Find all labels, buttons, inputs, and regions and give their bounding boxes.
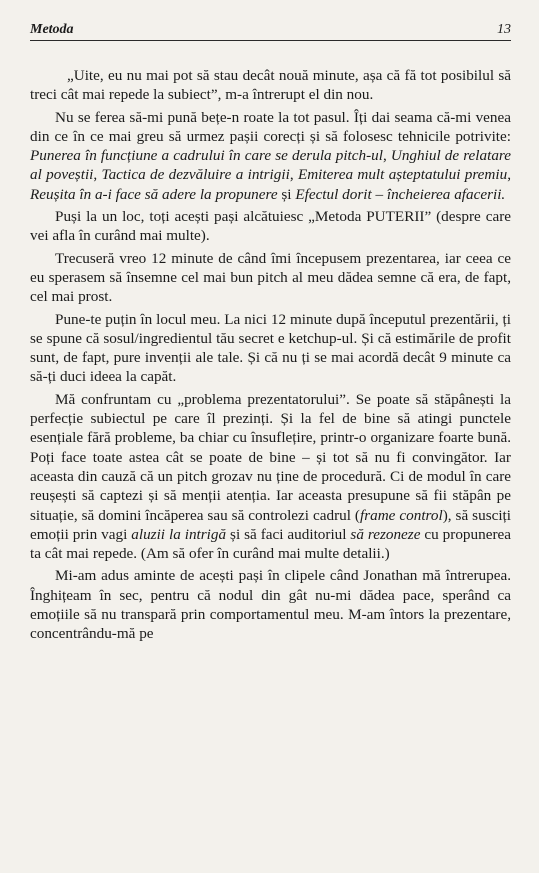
- paragraph: Trecuseră vreo 12 minute de când îmi începusem prezentarea, iar ceea ce eu sperasem să însemne cel mai bun pitch al meu dădea semne că era, de fapt, cel mai prost.: [30, 249, 511, 306]
- page-number: 13: [497, 22, 511, 37]
- running-header: [30, 12, 511, 41]
- paragraph: Puși la un loc, toți acești pași alcătuiesc „Metoda PUTERII” (despre care vei afla în curând mai multe).: [30, 208, 511, 245]
- paragraph: Mi-am adus aminte de acești pași în clipele când Jonathan mă întrerupea. Înghițeam în sec, pentru că nodul din gât nu-mi dădea pace, sperând ca emoțiile să nu transpară prin comportamentul meu. M-am întors la prezentare, concentrându-mă pe: [30, 567, 511, 643]
- paragraph: Mă confruntam cu „problema prezentatorului”. Se poate să stăpânești la perfecție subiectul pe care îl prezinți. Și la fel de bine să atingi punctele esențiale fără probleme, ba chiar cu însuflețire, printr-o organizare foarte bună. Poți face toate astea cât se poate de bine – și tot să nu fi convingător. Iar aceasta din cauză că un pitch grozav nu ține de procedură. Ci de modul în care reușești să captezi și să menții atenția. Iar aceasta presupune să fii stăpân pe situație, să domini încăperea sau să controlezi cadrul (frame control), să susciți emoții prin vagi aluzii la intrigă și să faci auditoriul să rezoneze cu propunerea ta cât mai repede. (Am să ofer în curând mai multe detalii.): [30, 390, 511, 563]
- chapter-title: Metoda: [30, 22, 74, 37]
- paragraph: Pune-te puțin în locul meu. La nici 12 minute după începutul prezentării, ți se spune că sosul/ingredientul tău secret e ketchup-ul. Și că estimările de profit sunt, de fapt, pure invenții ale tale. Și că nu ți se mai acordă decât 9 minute ca să-ți duci ideea la capăt.: [30, 310, 511, 386]
- paragraph: Nu se ferea să-mi pună bețe-n roate la tot pasul. Îți dai seama că-mi venea din ce în ce mai greu să urmez pașii corecți și să folosesc tehnicile potrivite: Punerea în funcțiune a cadrului în care se derula pitch-ul, Unghiul de relatare al poveștii, Tactica de dezvăluire a intrigii, Emiterea mult așteptatului premiu, Reușita în a-i face să adere la propunere și Efectul dorit – încheierea afacerii.: [30, 108, 512, 203]
- body-text: [30, 66, 511, 647]
- paragraph: „Uite, eu nu mai pot să stau decât nouă minute, așa că fă tot posibilul să treci cât mai repede la subiect”, m-a întrerupt el din nou.: [30, 67, 511, 104]
